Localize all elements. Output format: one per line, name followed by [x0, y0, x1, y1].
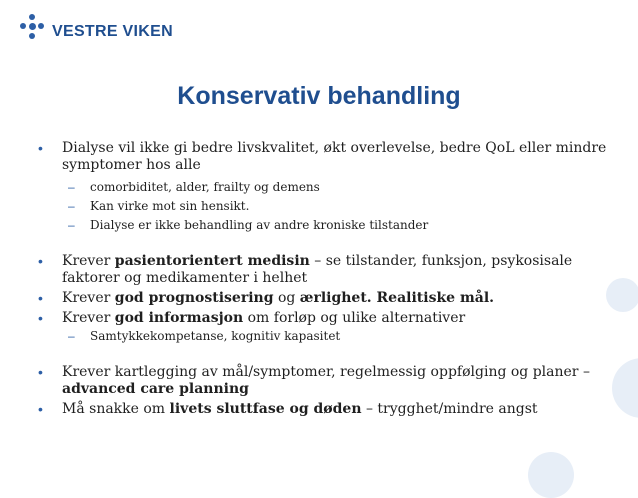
logo-text: VESTRE VIKEN [52, 23, 173, 40]
sub-bullet-item: – Kan virke mot sin hensikt. [38, 197, 608, 216]
vestre-viken-logo [18, 14, 218, 50]
bullet-item: • Krever god prognostisering og ærlighet. Realitiske mål. [38, 290, 608, 307]
bullet-item: • Krever pasientorientert medisin – se tilstander, funksjon, psykosisale faktorer og medikamenter i helhet [38, 253, 608, 287]
slide-title: Konservativ behandling [177, 82, 461, 110]
emphasis-text: pasientorientert medisin [114, 253, 310, 269]
emphasis-text: advanced care planning [62, 381, 249, 397]
sub-bullet-item: – Dialyse er ikke behandling av andre kroniske tilstander [38, 216, 608, 235]
decor-circle [612, 358, 638, 418]
bullet-item: • Dialyse vil ikke gi bedre livskvalitet, økt overlevelse, bedre QoL eller mindre symptomer hos alle [38, 140, 608, 174]
slide-content [38, 140, 608, 418]
bullet-item: • Krever kartlegging av mål/symptomer, regelmessig oppfølging og planer – advanced care planning [38, 364, 608, 398]
emphasis-text: livets sluttfase og døden [169, 401, 362, 417]
decor-circle [606, 278, 638, 312]
logo-dots-icon [18, 14, 46, 50]
sub-bullet-item: – comorbiditet, alder, frailty og demens [38, 178, 608, 197]
decor-circle [528, 452, 574, 498]
bullet-item: • Må snakke om livets sluttfase og døden – trygghet/mindre angst [38, 401, 608, 418]
emphasis-text: god prognostisering [114, 290, 274, 306]
bullet-item: • Krever god informasjon om forløp og ulike alternativer [38, 310, 608, 327]
emphasis-text: ærlighet. Realitiske mål. [299, 290, 495, 306]
emphasis-text: god informasjon [114, 310, 244, 326]
sub-bullet-item: – Samtykkekompetanse, kognitiv kapasitet [38, 327, 608, 346]
